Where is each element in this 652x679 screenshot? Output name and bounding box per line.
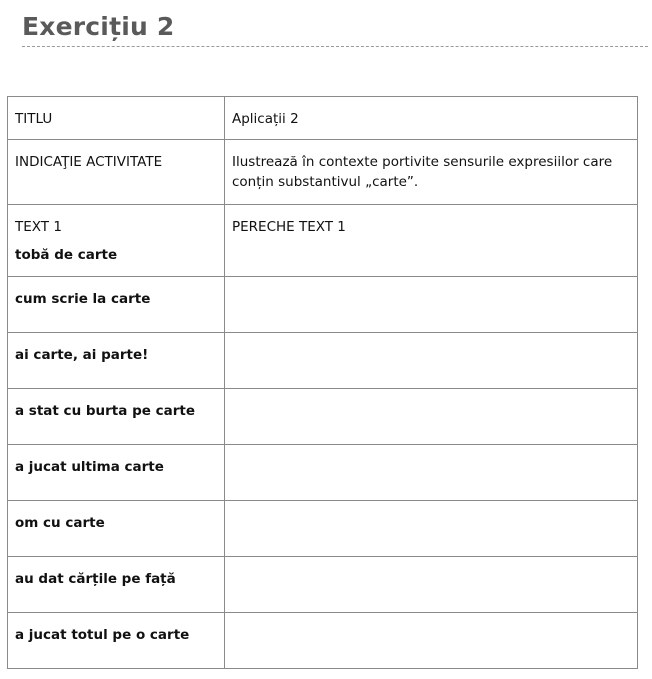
expression-item: a jucat totul pe o carte xyxy=(15,627,190,643)
pair-label: PERECHE TEXT 1 xyxy=(232,219,346,235)
expression-cell xyxy=(8,333,225,389)
expression-cell xyxy=(8,277,225,333)
answer-cell[interactable] xyxy=(225,501,638,557)
expression-item: ai carte, ai parte! xyxy=(15,347,149,363)
title-value: Aplicații 2 xyxy=(232,111,299,127)
table-row-text1 xyxy=(8,205,638,277)
table-row xyxy=(8,557,638,613)
expression-item: a jucat ultima carte xyxy=(15,459,164,475)
expression-item: au dat cărțile pe față xyxy=(15,571,176,587)
title-label-cell xyxy=(8,97,225,140)
expression-cell xyxy=(8,613,225,669)
title-value-cell xyxy=(225,97,638,140)
table-row-title xyxy=(8,97,638,140)
answer-cell[interactable] xyxy=(225,333,638,389)
table-row xyxy=(8,389,638,445)
answer-cell[interactable] xyxy=(225,613,638,669)
indication-value: Ilustrează în contexte portivite sensurile expresiilor care conțin substantivul „carte”. xyxy=(232,154,613,190)
indication-label: INDICAŢIE ACTIVITATE xyxy=(15,154,163,170)
expression-cell xyxy=(8,557,225,613)
indication-value-cell xyxy=(225,140,638,205)
expression-cell xyxy=(8,445,225,501)
expression-item: a stat cu burta pe carte xyxy=(15,403,195,419)
text1-cell xyxy=(8,205,225,277)
exercise-table xyxy=(7,96,638,669)
expression-cell xyxy=(8,501,225,557)
page-title: Exercițiu 2 xyxy=(22,12,175,41)
expression-item: tobă de carte xyxy=(15,247,118,263)
table-row xyxy=(8,501,638,557)
answer-cell[interactable] xyxy=(225,277,638,333)
answer-cell[interactable] xyxy=(225,389,638,445)
table-row xyxy=(8,613,638,669)
table-row xyxy=(8,333,638,389)
expression-item: om cu carte xyxy=(15,515,105,531)
table-row xyxy=(8,445,638,501)
title-divider xyxy=(22,46,648,47)
pair-cell xyxy=(225,205,638,277)
expression-item: cum scrie la carte xyxy=(15,291,151,307)
title-label: TITLU xyxy=(15,111,53,127)
indication-label-cell xyxy=(8,140,225,205)
expression-cell xyxy=(8,389,225,445)
text1-label: TEXT 1 xyxy=(15,219,62,235)
table-row xyxy=(8,277,638,333)
answer-cell[interactable] xyxy=(225,445,638,501)
answer-cell[interactable] xyxy=(225,557,638,613)
table-row-indication xyxy=(8,140,638,205)
